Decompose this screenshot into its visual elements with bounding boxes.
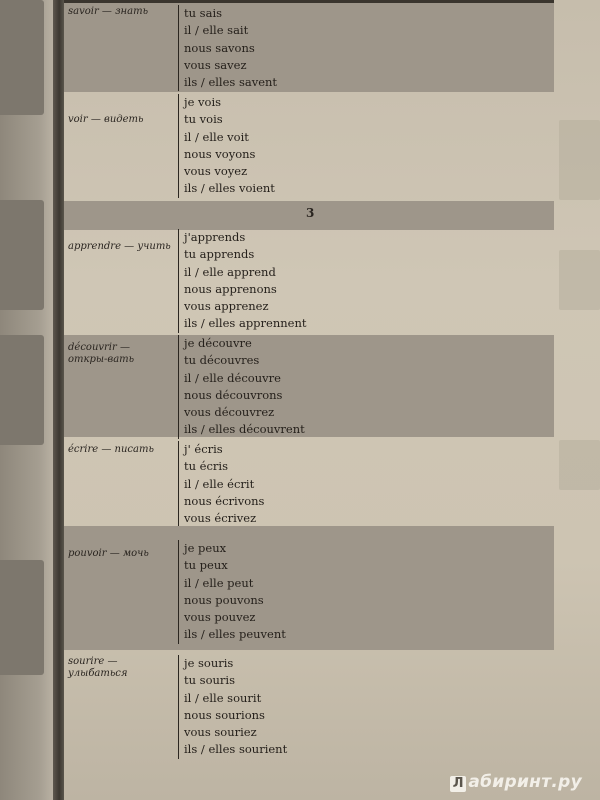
conjugation-forms: [178, 229, 307, 333]
conjugation-forms: [178, 94, 275, 198]
left-page-shade: [0, 560, 44, 675]
form: nous apprenons: [184, 281, 277, 296]
form: je peux: [184, 541, 227, 555]
form: j'apprends: [184, 230, 246, 244]
watermark: [450, 772, 582, 792]
form: ils / elles peuvent: [184, 627, 286, 642]
section-header: [64, 201, 554, 230]
form: ils / elles apprennent: [184, 316, 307, 331]
watermark-logo: Л: [450, 776, 466, 792]
form: je souris: [184, 656, 234, 670]
table-row: [64, 526, 554, 650]
form: nous sourions: [184, 707, 265, 722]
form: tu sais: [184, 6, 223, 20]
left-page: [0, 0, 56, 800]
verb-label: découvrir — откры-вать: [68, 342, 135, 365]
form: nous savons: [184, 40, 255, 55]
form: nous pouvons: [184, 592, 264, 607]
left-page-shade: [0, 0, 44, 115]
form: je découvre: [184, 336, 252, 350]
form: vous voyez: [184, 164, 248, 179]
form: vous pouvez: [184, 610, 256, 625]
form: il / elle peut: [184, 575, 254, 590]
form: tu découvres: [184, 353, 260, 368]
verb-label: voir — видеть: [68, 114, 144, 125]
form: j' écris: [184, 442, 223, 456]
form: il / elle sait: [184, 23, 249, 38]
table-row: [64, 437, 554, 540]
show-through-text: [559, 250, 600, 310]
verb-label: pouvoir — мочь: [68, 548, 149, 559]
form: tu vois: [184, 112, 223, 127]
left-page-shade: [0, 335, 44, 445]
conjugation-forms: [178, 655, 287, 759]
show-through-text: [559, 120, 600, 200]
verb-label: savoir — знать: [68, 6, 149, 17]
verb-label: écrire — писать: [68, 444, 154, 455]
right-page: [64, 0, 600, 800]
left-page-shade: [0, 200, 44, 310]
form: il / elle sourit: [184, 690, 262, 705]
verb-label: sourire — улыбаться: [68, 656, 128, 679]
section-number: 3: [306, 206, 315, 220]
form: vous apprenez: [184, 299, 269, 314]
form: vous écrivez: [184, 511, 257, 526]
form: vous savez: [184, 57, 247, 72]
form: il / elle apprend: [184, 264, 276, 279]
form: tu apprends: [184, 247, 255, 262]
table-row: [64, 92, 554, 199]
table-row: [64, 650, 554, 760]
form: tu écris: [184, 459, 229, 474]
form: ils / elles sourient: [184, 742, 288, 757]
conjugation-forms: [178, 335, 305, 439]
table-row: [64, 335, 554, 437]
form: il / elle découvre: [184, 370, 281, 385]
table-row: [64, 231, 554, 337]
form: ils / elles savent: [184, 75, 278, 90]
form: ils / elles voient: [184, 181, 275, 196]
form: nous découvrons: [184, 387, 283, 402]
conjugation-forms: [178, 5, 277, 91]
form: nous voyons: [184, 146, 256, 161]
form: il / elle voit: [184, 129, 249, 144]
form: vous découvrez: [184, 405, 275, 420]
conjugation-forms: [178, 540, 286, 644]
watermark-text: абиринт.ру: [468, 772, 582, 792]
show-through-text: [559, 440, 600, 490]
form: nous écrivons: [184, 493, 265, 508]
form: tu peux: [184, 558, 228, 573]
form: il / elle écrit: [184, 476, 255, 491]
form: ils / elles découvrent: [184, 422, 305, 437]
verb-label: apprendre — учить: [68, 241, 171, 252]
form: tu souris: [184, 673, 235, 688]
form: je vois: [184, 95, 222, 109]
table-row: [64, 3, 554, 92]
form: vous souriez: [184, 725, 257, 740]
